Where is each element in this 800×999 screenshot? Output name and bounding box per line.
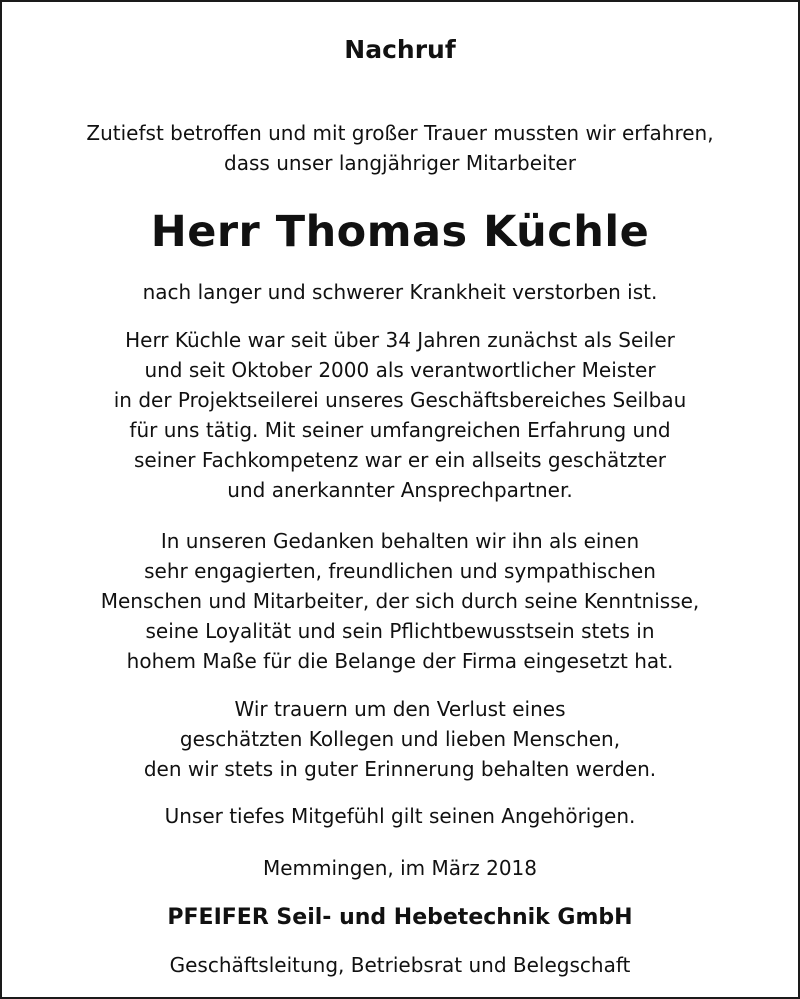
mourning-paragraph	[0, 694, 800, 784]
mourning-line: Wir trauern um den Verlust eines	[234, 697, 566, 721]
deceased-name: Herr Thomas Küchle	[150, 207, 650, 257]
obituary-title: Nachruf	[344, 35, 456, 64]
memory-line: In unseren Gedanken behalten wir ihn als einen	[160, 529, 640, 553]
condolence-line	[0, 801, 800, 831]
career-line: Herr Küchle war seit über 34 Jahren zunächst als Seiler	[125, 328, 675, 352]
intro-line: dass unser langjähriger Mitarbeiter	[224, 151, 576, 175]
memory-line: sehr engagierten, freundlichen und sympathischen	[144, 559, 656, 583]
mourning-line: den wir stets in guter Erinnerung behalten werden.	[143, 757, 657, 781]
career-line: seiner Fachkompetenz war er ein allseits geschätzter	[133, 448, 666, 472]
intro-line: Zutiefst betroffen und mit großer Trauer mussten wir erfahren,	[86, 121, 714, 145]
memory-line: Menschen und Mitarbeiter, der sich durch seine Kenntnisse,	[100, 589, 700, 613]
place-date	[0, 853, 800, 883]
intro-paragraph	[0, 118, 800, 178]
career-paragraph	[0, 325, 800, 505]
signatories	[0, 950, 800, 980]
after-name-text: nach langer und schwerer Krankheit verstorben ist.	[142, 280, 658, 304]
career-line: und anerkannter Ansprechpartner.	[227, 478, 573, 502]
condolence-text: Unser tiefes Mitgefühl gilt seinen Angehörigen.	[164, 804, 636, 828]
place-date-text: Memmingen, im März 2018	[262, 856, 538, 880]
career-line: in der Projektseilerei unseres Geschäftsbereiches Seilbau	[113, 388, 687, 412]
after-name-line	[0, 277, 800, 307]
mourning-line: geschätzten Kollegen und lieben Menschen,	[179, 727, 621, 751]
memory-line: seine Loyalität und sein Pflichtbewusstsein stets in	[145, 619, 655, 643]
memory-line: hohem Maße für die Belange der Firma eingesetzt hat.	[126, 649, 674, 673]
career-line: für uns tätig. Mit seiner umfangreichen Erfahrung und	[129, 418, 671, 442]
memory-paragraph	[0, 526, 800, 676]
signatories-text: Geschäftsleitung, Betriebsrat und Belegschaft	[169, 953, 631, 977]
company-name: PFEIFER Seil- und Hebetechnik GmbH	[167, 905, 633, 930]
career-line: und seit Oktober 2000 als verantwortlicher Meister	[144, 358, 656, 382]
